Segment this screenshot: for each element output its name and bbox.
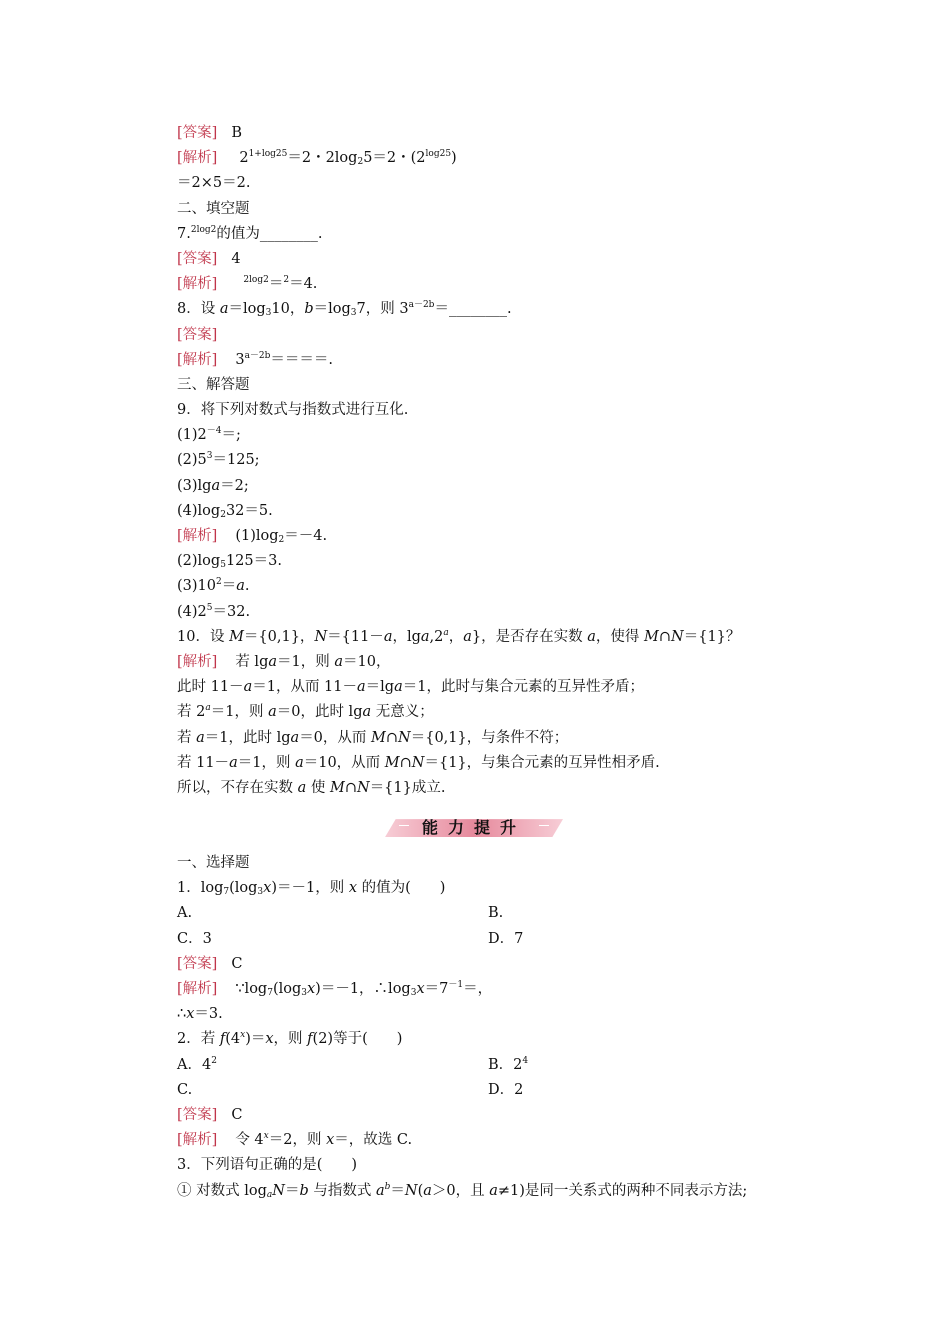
exponent: b <box>384 1181 391 1192</box>
text: (2)5 <box>177 452 207 469</box>
exponent: a－2b <box>408 300 435 311</box>
text: 此时 11－ <box>177 679 244 696</box>
exponent: 5 <box>206 602 213 613</box>
text: ∩ <box>385 729 399 746</box>
analysis-line-9-4 <box>177 600 817 625</box>
answer-line-c1 <box>177 952 817 977</box>
subscript: 7 <box>267 988 273 998</box>
variable: a <box>362 704 372 721</box>
text: (4 <box>225 1031 241 1048</box>
variable: M <box>384 754 400 771</box>
text: ∩ <box>399 754 412 771</box>
variable: a <box>268 704 277 721</box>
variable: x <box>348 880 358 897</box>
text: ,2 <box>429 628 444 645</box>
variable: x <box>326 1132 335 1149</box>
analysis-line-c2 <box>177 1128 817 1153</box>
question-10 <box>177 625 817 650</box>
text: ＝，故选 C. <box>334 1132 413 1149</box>
variable: a <box>290 729 300 746</box>
text: ＝1，则 <box>277 653 335 670</box>
section-banner-row <box>177 801 817 851</box>
text: ＝2; <box>220 477 249 494</box>
question-9-item-1 <box>177 423 817 448</box>
analysis-line-7 <box>177 272 817 297</box>
text: ∴ <box>177 1006 187 1023</box>
analysis-label: [解析] <box>177 528 218 544</box>
question-7 <box>177 222 817 247</box>
option-b: B. <box>488 905 504 922</box>
text: 令 4 <box>235 1132 264 1149</box>
text: ＝log <box>313 301 351 318</box>
answer-value: C <box>231 1106 243 1123</box>
option-a: A. <box>177 905 193 922</box>
text: 32＝5. <box>225 502 273 519</box>
analysis-line-9-3 <box>177 574 817 599</box>
text: ＝{11－ <box>327 628 384 645</box>
answer-label: [答案] <box>177 125 218 141</box>
text: ＝2・2log <box>287 150 358 167</box>
text: ＝＝＝＝. <box>270 351 334 368</box>
text: ＝{1}，与集合元素的互异性相矛盾. <box>424 754 660 771</box>
option-c: C．3 <box>177 930 212 947</box>
choice-question-3-statement-1 <box>177 1179 817 1204</box>
variable: a <box>587 628 596 645</box>
variable: a <box>375 1182 385 1199</box>
text: 无意义； <box>371 704 434 721</box>
text: ＝1，此时与集合元素的互异性矛盾； <box>402 679 644 696</box>
variable: a <box>489 1182 498 1199</box>
subscript: 2 <box>220 509 226 520</box>
variable: x <box>265 1031 274 1048</box>
analysis-label: [解析] <box>177 351 218 368</box>
text: ＝3. <box>194 1006 223 1023</box>
text: ＝ <box>268 276 284 293</box>
question-9-item-4 <box>177 499 817 524</box>
text: ＝10，从而 <box>303 754 385 771</box>
text: ＝; <box>221 427 241 444</box>
answer-line-c2 <box>177 1103 817 1128</box>
text: (3)10 <box>177 578 216 595</box>
subscript: 2 <box>278 535 285 545</box>
text: ＝ <box>284 1182 300 1199</box>
text: (4)log <box>177 502 221 519</box>
variable: x <box>186 1006 195 1023</box>
variable: N <box>314 628 328 645</box>
option-d: D．2 <box>488 1081 524 1098</box>
variable: a <box>243 679 253 696</box>
subscript: 5 <box>220 560 226 571</box>
text: 若 11－ <box>177 754 230 771</box>
text: 1．log <box>177 880 224 897</box>
text: 10， <box>271 301 305 318</box>
exponent: x <box>240 1030 246 1041</box>
text: ＝2，则 <box>268 1132 327 1149</box>
text: ，lg <box>392 628 421 645</box>
variable: N <box>272 1182 285 1199</box>
text: 与指数式 <box>308 1182 376 1199</box>
exponent: 2log2 <box>190 224 217 235</box>
section-heading-choice <box>177 851 817 876</box>
question-9-item-3 <box>177 474 817 499</box>
exponent: －4 <box>206 426 222 437</box>
text: 若 2 <box>177 704 206 721</box>
variable: a <box>383 628 393 645</box>
analysis-line-2 <box>177 171 817 196</box>
variable: a <box>268 653 278 670</box>
section-heading-fill-blank <box>177 197 817 222</box>
text: (3)lg <box>177 477 212 494</box>
subscript: 7 <box>223 887 230 898</box>
analysis-line-10-5 <box>177 751 817 776</box>
text: A．4 <box>177 1056 212 1073</box>
answer-value: B <box>231 125 242 141</box>
variable: M <box>229 628 244 645</box>
text: ＝0，从而 <box>299 729 372 746</box>
exponent: 3 <box>206 451 213 462</box>
variable: N <box>671 628 684 645</box>
text: B．2 <box>488 1056 523 1073</box>
question-9 <box>177 398 817 423</box>
analysis-label: [解析] <box>177 981 218 997</box>
exponent: a－2b <box>244 350 271 361</box>
text: ＝1，则 <box>237 754 296 771</box>
text: ＞0，且 <box>431 1182 490 1199</box>
text: }，是否存在实数 <box>471 628 588 645</box>
text: ＝1，从而 11－ <box>252 679 358 696</box>
section-banner <box>385 815 563 841</box>
document-page <box>177 121 817 1204</box>
text: ＝0，此时 lg <box>276 704 363 721</box>
text: ，则 <box>273 1031 308 1048</box>
text: 若 <box>177 729 197 746</box>
text: ＝， <box>463 981 493 997</box>
analysis-label: [解析] <box>177 150 218 167</box>
choice-question-2 <box>177 1027 817 1052</box>
text: (2)等于( ) <box>312 1031 403 1048</box>
variable: x <box>263 880 272 897</box>
variable: f <box>307 1031 313 1048</box>
text: ＝ <box>390 1182 405 1199</box>
text: ＝2×5＝2. <box>177 175 251 192</box>
answer-label: [答案] <box>177 1106 218 1123</box>
variable: N <box>404 1182 418 1199</box>
choice-options-row <box>177 901 817 926</box>
exponent: x <box>263 1131 269 1142</box>
text: 的值为( ) <box>357 880 446 897</box>
text: 3 <box>235 351 245 368</box>
text: . <box>244 578 250 595</box>
variable: a <box>423 1182 432 1199</box>
answer-line-4 <box>177 247 817 272</box>
text: ＝{1}？ <box>683 628 741 645</box>
text: ＝10， <box>343 653 391 670</box>
variable: a <box>295 754 304 771</box>
text: ＝{0,1}， <box>243 628 315 645</box>
text: ∵log <box>235 981 268 997</box>
text: 二、填空题 <box>177 200 250 217</box>
text: ＝lg <box>365 679 395 696</box>
subscript: 2 <box>357 157 364 168</box>
variable: b <box>304 301 314 318</box>
text: ＝{1}成立. <box>369 779 446 796</box>
section-heading-solve <box>177 373 817 398</box>
analysis-line-9-1 <box>177 524 817 549</box>
text: (1)log <box>235 528 279 544</box>
variable: a <box>219 301 229 318</box>
variable: x <box>306 981 316 997</box>
subscript: 3 <box>257 887 264 898</box>
subscript: 3 <box>265 308 272 319</box>
text: (4)2 <box>177 603 207 620</box>
text: 三、解答题 <box>177 376 250 393</box>
subscript: a <box>266 1189 273 1200</box>
variable: N <box>398 729 411 746</box>
choice-question-3 <box>177 1153 817 1178</box>
subscript: 3 <box>410 988 417 998</box>
exponent: 2log2 <box>243 275 269 286</box>
choice-options-row <box>177 1078 817 1103</box>
analysis-line-9-2 <box>177 549 817 574</box>
text: (2)log <box>177 553 221 570</box>
text: ① 对数式 log <box>177 1182 267 1199</box>
text: ， <box>448 628 464 645</box>
text: ＝4. <box>289 276 318 293</box>
text: ≠1)是同一关系式的两种不同表示方法; <box>497 1182 748 1199</box>
text: ( <box>417 1182 424 1199</box>
analysis-line-10-2 <box>177 675 817 700</box>
text: ∩ <box>658 628 672 645</box>
text: ，使得 <box>595 628 645 645</box>
variable: a <box>334 653 344 670</box>
text: 2 <box>239 150 249 167</box>
analysis-line-10-1 <box>177 650 817 675</box>
option-b <box>488 1053 528 1078</box>
text: 使 <box>306 779 330 796</box>
text: 7，则 3 <box>356 301 409 318</box>
text: ＝log <box>228 301 266 318</box>
variable: a <box>357 679 366 696</box>
variable: a <box>463 628 472 645</box>
exponent: 2 <box>211 1055 217 1066</box>
text: 的值为________. <box>216 225 323 242</box>
answer-value: 4 <box>231 250 241 267</box>
analysis-line-10-3 <box>177 700 817 725</box>
text: ＝125; <box>212 452 260 469</box>
exponent: 2 <box>283 275 290 286</box>
exponent: 1+log25 <box>248 149 288 160</box>
text: ) <box>451 150 457 167</box>
text: (1)2 <box>177 427 207 444</box>
variable: a <box>211 477 221 494</box>
exponent: 2 <box>216 577 222 588</box>
choice-question-1 <box>177 876 817 901</box>
exponent: －1 <box>448 980 464 990</box>
text: 3．下列语句正确的是( ) <box>177 1157 358 1174</box>
text: ＝32. <box>212 603 251 620</box>
text: ＝1，则 <box>210 704 269 721</box>
analysis-label: [解析] <box>177 276 218 293</box>
variable: a <box>236 578 245 595</box>
text: )＝－1，∴log <box>315 981 411 997</box>
text: 9．将下列对数式与指数式进行互化. <box>177 402 409 419</box>
choice-options-row <box>177 1053 817 1078</box>
text: ＝1，此时 lg <box>204 729 291 746</box>
analysis-line-c1-2 <box>177 1002 817 1027</box>
answer-label: [答案] <box>177 955 218 972</box>
exponent: a <box>205 703 211 714</box>
text: 所以，不存在实数 <box>177 779 298 796</box>
text: ＝－4. <box>284 528 328 544</box>
text: ＝7 <box>424 981 449 997</box>
variable: a <box>297 779 307 796</box>
variable: a <box>229 754 238 771</box>
variable: a <box>196 729 205 746</box>
text: (log <box>229 880 258 897</box>
text: ＝________. <box>434 301 512 318</box>
text: )＝ <box>245 1031 266 1048</box>
variable: f <box>219 1031 226 1048</box>
text: (log <box>272 981 302 997</box>
option-c: C. <box>177 1081 193 1098</box>
analysis-line-10-4 <box>177 726 817 751</box>
text: )＝－1，则 <box>271 880 349 897</box>
option-a <box>177 1053 488 1078</box>
text: 若 lg <box>235 653 269 670</box>
text: ＝{0,1}，与条件不符； <box>410 729 569 746</box>
analysis-line-1 <box>177 146 817 171</box>
exponent: log25 <box>425 149 452 160</box>
question-9-item-2 <box>177 448 817 473</box>
text: 125＝3. <box>225 553 282 570</box>
text: ＝ <box>221 578 237 595</box>
variable: M <box>371 729 386 746</box>
variable: x <box>416 981 425 997</box>
variable: a <box>420 628 430 645</box>
variable: M <box>329 779 345 796</box>
text: 一、选择题 <box>177 855 250 872</box>
analysis-line-8 <box>177 348 817 373</box>
text: 8．设 <box>177 301 220 318</box>
analysis-line-c1 <box>177 977 817 1002</box>
option-d: D．7 <box>488 930 524 947</box>
subscript: 3 <box>301 988 307 998</box>
text: 10．设 <box>177 628 230 645</box>
analysis-label: [解析] <box>177 1132 218 1149</box>
banner-title: 能力提升 <box>421 818 526 838</box>
exponent: 4 <box>522 1055 529 1066</box>
variable: b <box>299 1182 309 1199</box>
answer-value: C <box>231 955 243 972</box>
analysis-label: [解析] <box>177 653 218 670</box>
variable: N <box>357 779 370 796</box>
answer-line-empty <box>177 323 817 348</box>
subscript: 3 <box>350 308 357 319</box>
question-8 <box>177 297 817 322</box>
variable: a <box>394 679 403 696</box>
variable: N <box>411 754 425 771</box>
choice-options-row <box>177 927 817 952</box>
answer-label: [答案] <box>177 326 218 343</box>
answer-line-b <box>177 121 817 146</box>
text: 5＝2・(2 <box>363 150 426 167</box>
text: 2．若 <box>177 1031 220 1048</box>
text: ∩ <box>344 779 357 796</box>
analysis-line-10-6 <box>177 776 817 801</box>
variable: M <box>644 628 659 645</box>
answer-label: [答案] <box>177 250 218 267</box>
text: 7. <box>177 225 191 242</box>
exponent: a <box>443 627 449 638</box>
